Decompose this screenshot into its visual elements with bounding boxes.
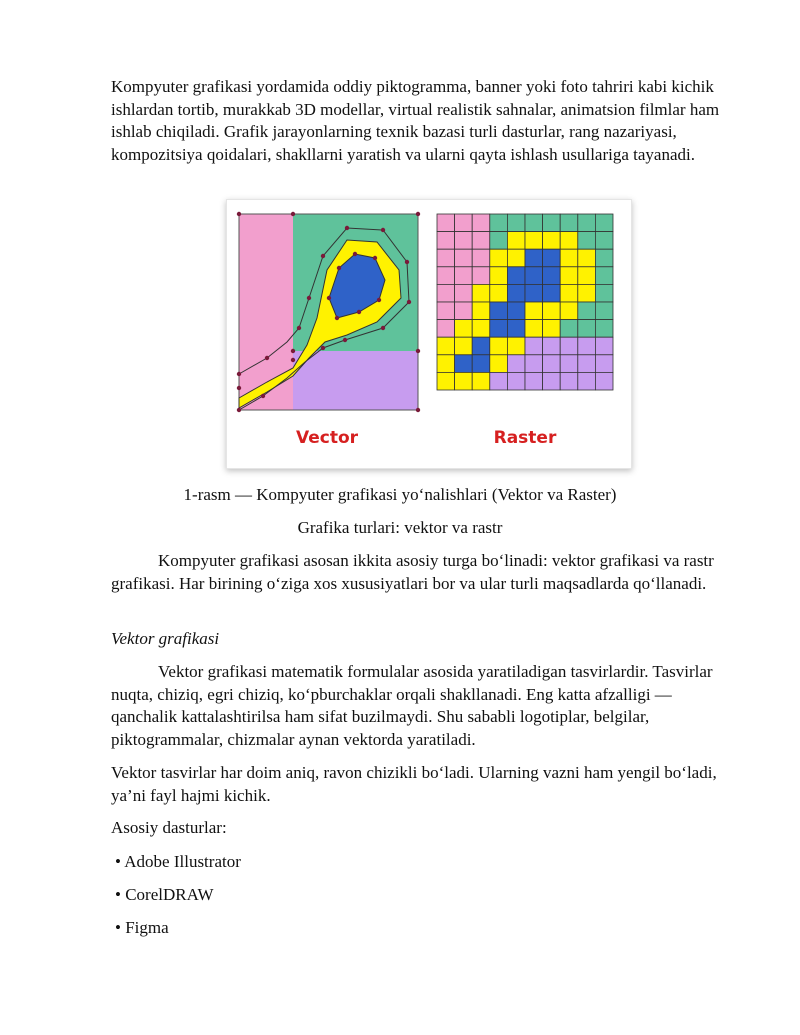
- raster-pixel: [578, 372, 596, 390]
- raster-pixel: [578, 267, 596, 285]
- raster-pixel: [490, 284, 508, 302]
- raster-pixel: [560, 320, 578, 338]
- raster-pixel: [437, 372, 455, 390]
- raster-pixel: [595, 284, 613, 302]
- raster-label: Raster: [493, 428, 557, 448]
- software-heading: Asosiy dasturlar:: [111, 818, 227, 837]
- raster-pixel: [578, 320, 596, 338]
- raster-pixel: [595, 355, 613, 373]
- raster-illustration: [437, 214, 613, 390]
- raster-pixel: [490, 249, 508, 267]
- raster-pixel: [578, 214, 596, 232]
- figure-caption: 1-rasm — Kompyuter grafikasi yo‘nalishlari (Vektor va Raster): [183, 485, 617, 504]
- raster-pixel: [525, 284, 543, 302]
- vector-purple-region: [293, 351, 418, 410]
- raster-pixel: [437, 267, 455, 285]
- raster-pixel: [507, 267, 525, 285]
- vector-raster-figure: [226, 199, 632, 469]
- types-paragraph: [111, 550, 731, 595]
- raster-pixel: [455, 249, 473, 267]
- raster-pixel: [543, 249, 561, 267]
- raster-pixel: [472, 355, 490, 373]
- raster-pixel: [490, 372, 508, 390]
- raster-pixel: [455, 214, 473, 232]
- raster-pixel: [560, 214, 578, 232]
- raster-pixel: [560, 284, 578, 302]
- raster-pixel: [578, 355, 596, 373]
- raster-pixel: [525, 355, 543, 373]
- raster-pixel: [543, 320, 561, 338]
- raster-pixel: [560, 337, 578, 355]
- raster-pixel: [437, 302, 455, 320]
- raster-pixel: [543, 302, 561, 320]
- raster-pixel: [437, 320, 455, 338]
- raster-pixel: [472, 302, 490, 320]
- vector-label: Vector: [295, 428, 359, 448]
- vector-paragraph: [111, 661, 731, 751]
- vector-paragraph-text: Vektor grafikasi matematik formulalar asosida yaratiladigan tasvirlardir. Tasvirlar nuqta, chiziq, egri chiziq, ko‘pburchaklar orqali shakllanadi. Eng katta afzalligi — qanchalik kattalashtirilsa ham sifat buzilmaydi. Shu sababli logotiplar, belgilar, piktogrammalar, chizmalar aynan vektorda yaratiladi.: [111, 662, 713, 749]
- raster-pixel: [560, 249, 578, 267]
- raster-pixel: [507, 232, 525, 250]
- raster-pixel: [472, 267, 490, 285]
- raster-pixel: [595, 337, 613, 355]
- raster-pixel: [525, 232, 543, 250]
- vector-paragraph-2: Vektor tasvirlar har doim aniq, ravon chizikli bo‘ladi. Ularning vazni ham yengil bo‘ladi, ya’ni fayl hajmi kichik.: [111, 763, 717, 805]
- raster-pixel: [490, 320, 508, 338]
- raster-pixel: [490, 214, 508, 232]
- raster-pixel: [595, 372, 613, 390]
- raster-pixel: [490, 337, 508, 355]
- raster-pixel: [525, 214, 543, 232]
- raster-pixel: [543, 267, 561, 285]
- raster-pixel: [543, 372, 561, 390]
- raster-pixel: [543, 355, 561, 373]
- raster-pixel: [455, 232, 473, 250]
- raster-pixel: [560, 355, 578, 373]
- raster-pixel: [595, 249, 613, 267]
- raster-pixel: [507, 337, 525, 355]
- raster-pixel: [472, 214, 490, 232]
- raster-pixel: [507, 249, 525, 267]
- raster-pixel: [490, 267, 508, 285]
- raster-pixel: [525, 267, 543, 285]
- raster-pixel: [437, 232, 455, 250]
- raster-pixel: [525, 302, 543, 320]
- raster-pixel: [525, 249, 543, 267]
- raster-pixel: [543, 214, 561, 232]
- raster-pixel: [455, 284, 473, 302]
- raster-pixel: [455, 337, 473, 355]
- raster-pixel: [595, 232, 613, 250]
- raster-pixel: [507, 320, 525, 338]
- raster-pixel: [490, 355, 508, 373]
- vector-raster-illustration: [227, 200, 631, 468]
- raster-pixel: [437, 249, 455, 267]
- raster-pixel: [578, 337, 596, 355]
- raster-pixel: [578, 249, 596, 267]
- raster-pixel: [437, 284, 455, 302]
- raster-pixel: [455, 320, 473, 338]
- raster-pixel: [595, 302, 613, 320]
- raster-pixel: [543, 232, 561, 250]
- raster-pixel: [455, 302, 473, 320]
- raster-pixel: [578, 232, 596, 250]
- raster-pixel: [525, 337, 543, 355]
- raster-pixel: [543, 284, 561, 302]
- raster-pixel: [472, 284, 490, 302]
- raster-pixel: [595, 214, 613, 232]
- intro-paragraph: Kompyuter grafikasi yordamida oddiy piktogramma, banner yoki foto tahriri kabi kichik ishlardan tortib, murakkab 3D modellar, virtual realistik sahnalar, animatsion filmlar ham ishlab chiqiladi. Grafik jarayonlarning texnik bazasi turli dasturlar, rang nazariyasi, kompozitsiya qoidalari, shakllarni yaratish va ularni qayta ishlash usullariga tayanadi.: [111, 77, 720, 164]
- software-item-coreldraw: • CorelDRAW: [115, 885, 214, 904]
- raster-pixel: [472, 232, 490, 250]
- raster-pixel: [437, 337, 455, 355]
- raster-pixel: [437, 214, 455, 232]
- raster-pixel: [455, 267, 473, 285]
- raster-pixel: [525, 320, 543, 338]
- raster-pixel: [560, 302, 578, 320]
- raster-pixel: [455, 355, 473, 373]
- raster-pixel: [578, 284, 596, 302]
- software-item-figma: • Figma: [115, 918, 169, 937]
- raster-pixel: [507, 372, 525, 390]
- raster-pixel: [595, 267, 613, 285]
- vector-heading: Vektor grafikasi: [111, 629, 220, 648]
- raster-pixel: [507, 284, 525, 302]
- raster-pixel: [543, 337, 561, 355]
- raster-pixel: [472, 320, 490, 338]
- raster-pixel: [525, 372, 543, 390]
- raster-pixel: [472, 337, 490, 355]
- vector-illustration: [237, 212, 420, 448]
- raster-pixel: [437, 355, 455, 373]
- raster-pixel: [472, 249, 490, 267]
- raster-pixel: [578, 302, 596, 320]
- raster-pixel: [507, 214, 525, 232]
- raster-pixel: [455, 372, 473, 390]
- raster-pixel: [560, 232, 578, 250]
- software-item-illustrator: • Adobe Illustrator: [115, 852, 241, 871]
- raster-pixel: [560, 372, 578, 390]
- raster-pixel: [560, 267, 578, 285]
- raster-pixel: [595, 320, 613, 338]
- types-paragraph-text: Kompyuter grafikasi asosan ikkita asosiy turga bo‘linadi: vektor grafikasi va rastr grafikasi. Har birining o‘ziga xos xususiyatlari bor va ular turli maqsadlarda qo‘llanadi.: [111, 551, 714, 593]
- raster-pixel: [490, 232, 508, 250]
- raster-pixel: [507, 302, 525, 320]
- raster-pixel: [507, 355, 525, 373]
- raster-pixel: [472, 372, 490, 390]
- raster-pixel: [490, 302, 508, 320]
- section-title: Grafika turlari: vektor va rastr: [297, 518, 503, 537]
